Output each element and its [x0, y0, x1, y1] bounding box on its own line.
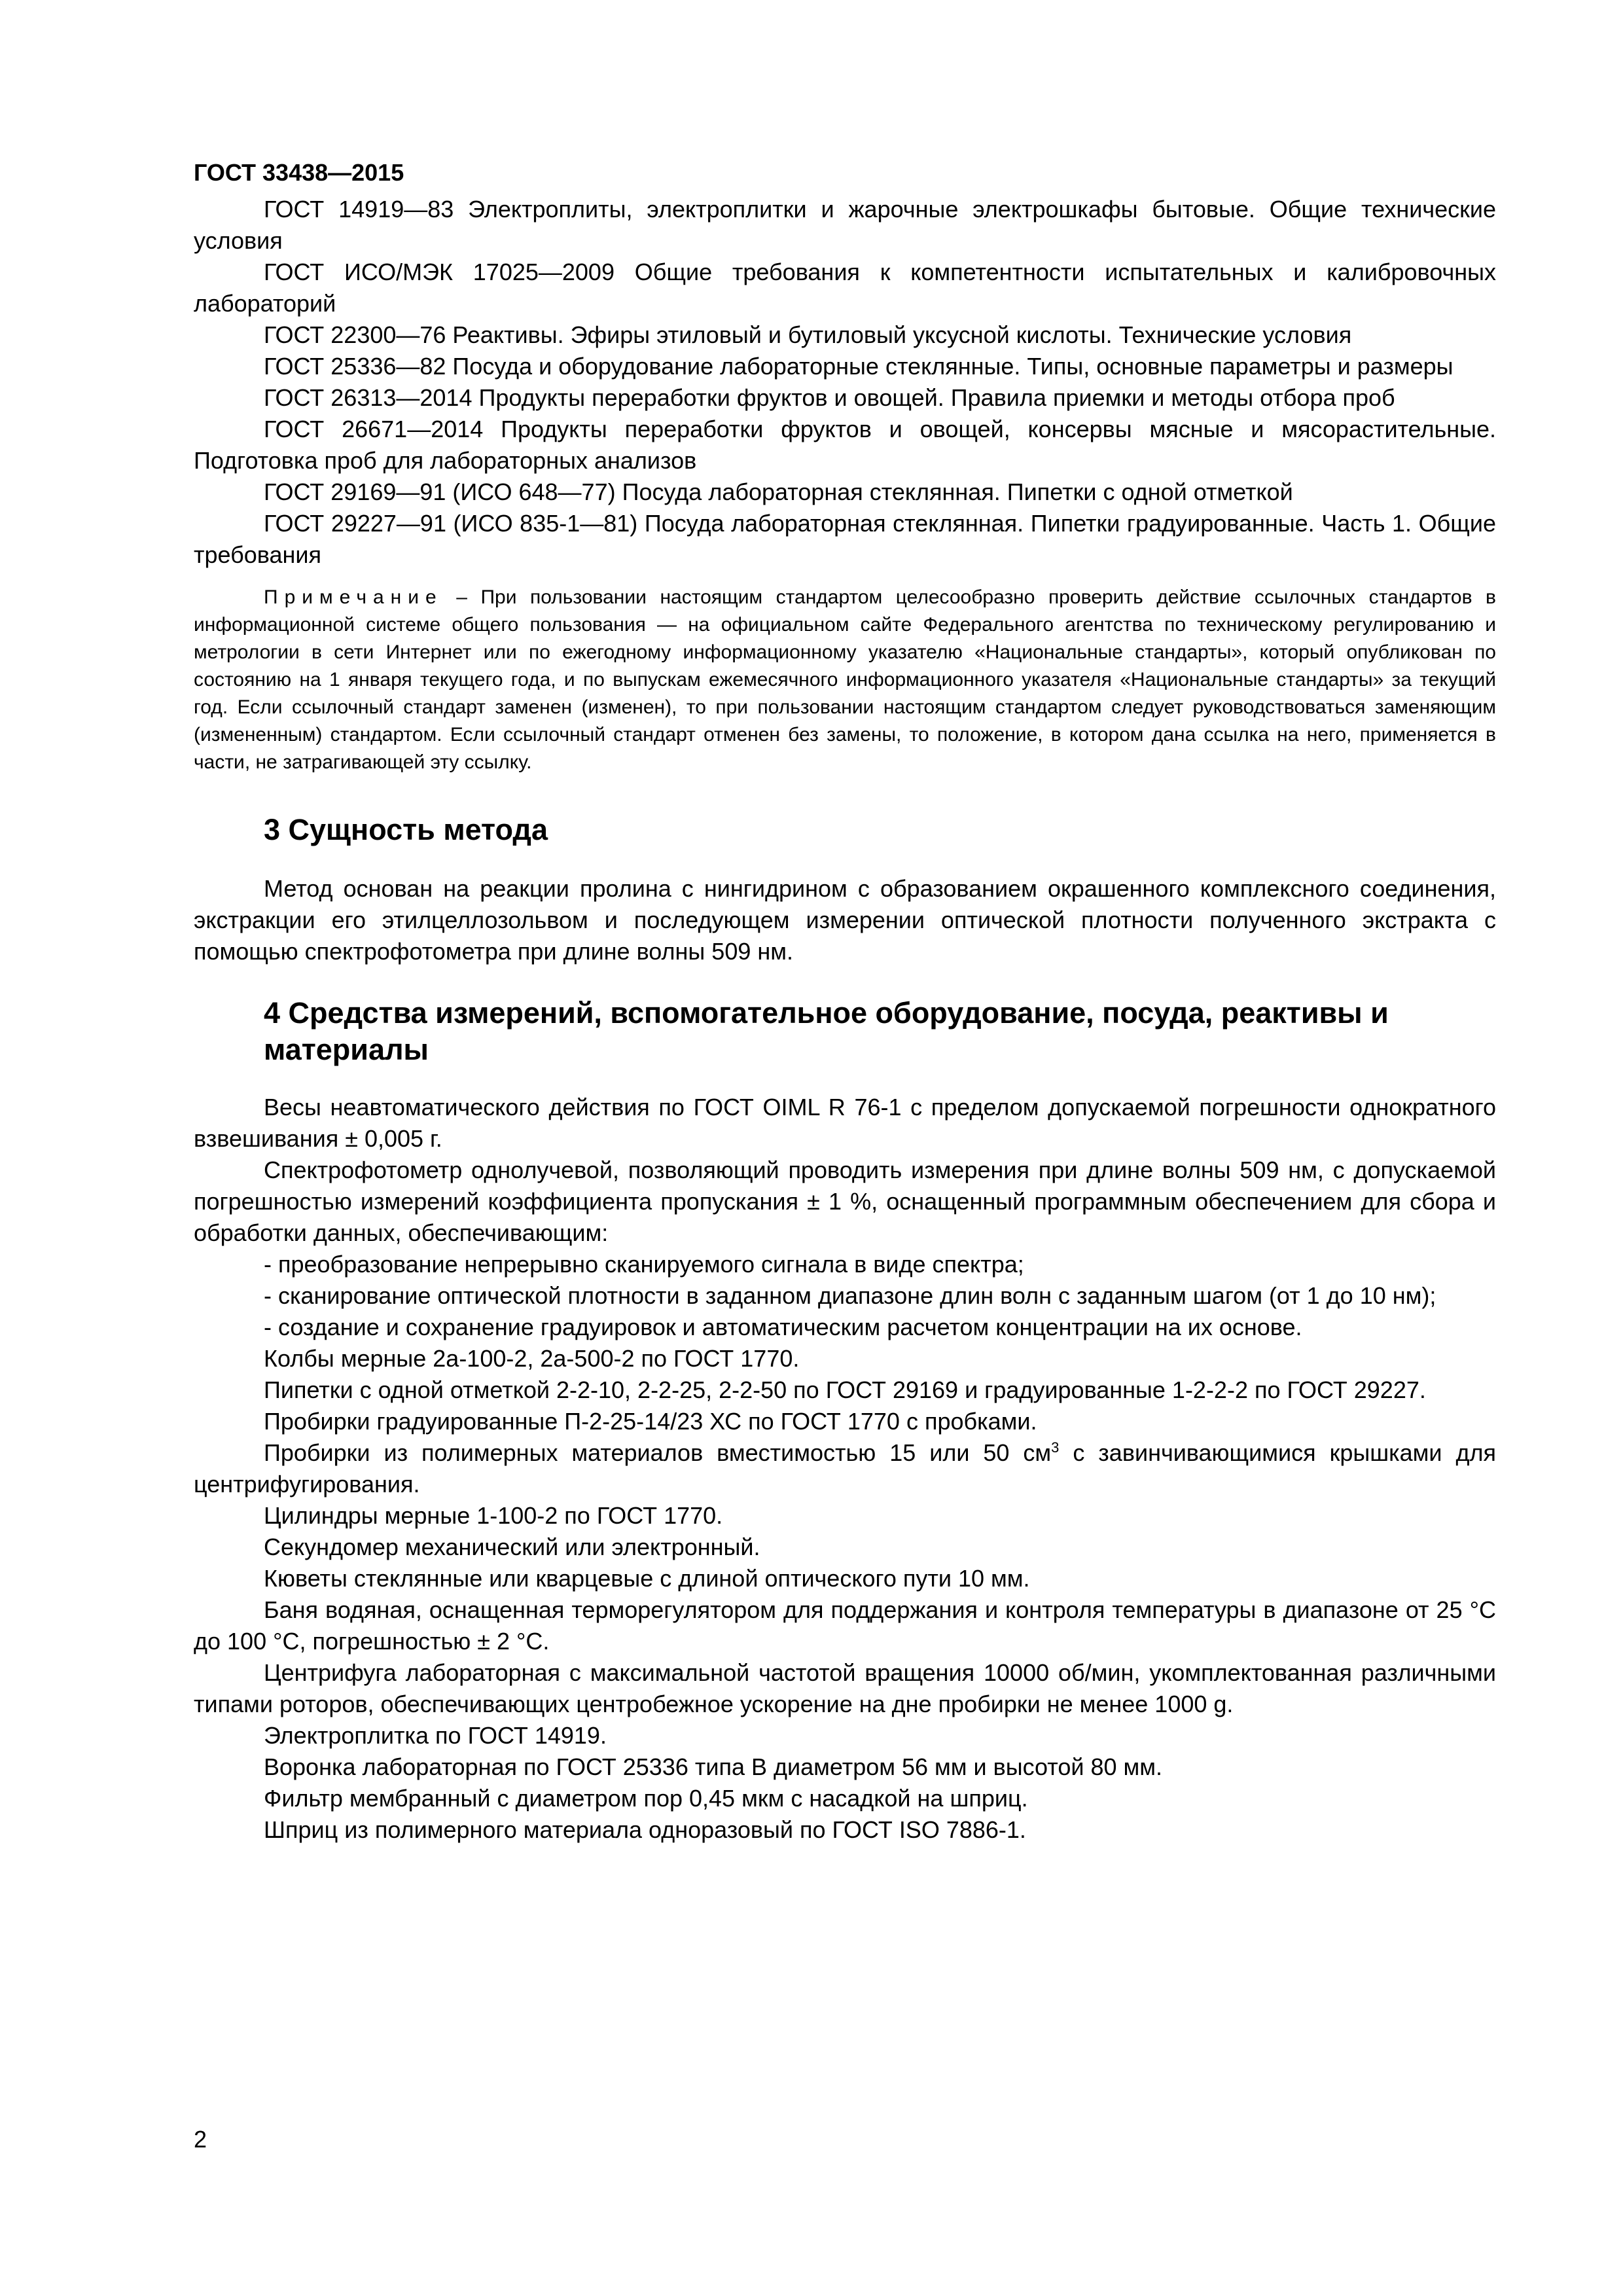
equipment-item: Кюветы стеклянные или кварцевые с длиной оптического пути 10 мм.: [264, 1565, 1030, 1592]
page-number: 2: [194, 2126, 207, 2153]
equipment-item: Секундомер механический или электронный.: [264, 1534, 760, 1560]
equipment-item: Фильтр мембранный с диаметром пор 0,45 мкм с насадкой на шприц.: [264, 1785, 1028, 1812]
equipment-item: Электроплитка по ГОСТ 14919.: [264, 1722, 607, 1749]
equipment-item: Центрифуга лабораторная с максимальной частотой вращения 10000 об/мин, укомплектованная различными типами роторов, обеспечивающих центробежное ускорение на дне пробирки не менее 1000 g.: [194, 1659, 1496, 1717]
equipment-subitem: - создание и сохранение градуировок и автоматическим расчетом концентрации на их основе.: [264, 1314, 1302, 1340]
reference-item: ГОСТ 22300—76 Реактивы. Эфиры этиловый и бутиловый уксусной кислоты. Технические условия: [264, 321, 1352, 348]
normative-references-list: [194, 194, 1496, 571]
equipment-item: Колбы мерные 2а-100-2, 2а-500-2 по ГОСТ 1770.: [264, 1345, 800, 1372]
document-id: ГОСТ 33438—2015: [194, 159, 404, 186]
equipment-item-tubes: [194, 1437, 1496, 1500]
equipment-subitem: - сканирование оптической плотности в заданном диапазоне длин волн с заданным шагом (от 1 до 10 нм);: [264, 1282, 1436, 1309]
equipment-item: Шприц из полимерного материала одноразовый по ГОСТ ISO 7886-1.: [264, 1816, 1026, 1843]
equipment-item: Пробирки градуированные П-2-25-14/23 ХС по ГОСТ 1770 с пробками.: [264, 1408, 1037, 1435]
tubes-text: Пробирки из полимерных материалов вместимостью 15 или 50 см: [264, 1439, 1052, 1466]
note-label: Примечание: [264, 586, 443, 608]
reference-item: ГОСТ ИСО/МЭК 17025—2009 Общие требования к компетентности испытательных и калибровочных лабораторий: [194, 259, 1496, 317]
equipment-item: Пипетки с одной отметкой 2-2-10, 2-2-25, 2-2-50 по ГОСТ 29169 и градуированные 1-2-2-2 по ГОСТ 29227.: [264, 1376, 1426, 1403]
section-3-body: Метод основан на реакции пролина с нингидрином с образованием окрашенного комплексного соединения, экстракции его этилцеллозольвом и последующем измерении оптической плотности полученного экстракта с помощью спектрофотометра при длине волны 509 нм.: [194, 875, 1496, 965]
note-text: – При пользовании настоящим стандартом целесообразно проверить действие ссылочных стандартов в информационной системе общего пользования — на официальном сайте Федерального агентства по техническому регулированию и метрологии в сети Интернет или по ежегодному информационному указателю «Национальные стандарты», который опубликован по состоянию на 1 января текущего года, и по выпускам ежемесячного информационного указателя «Национальные стандарты» за текущий год. Если ссылочный стандарт заменен (изменен), то при пользовании настоящим стандартом следует руководствоваться заменяющим (измененным) стандартом. Если ссылочный стандарт отменен без замены, то положение, в котором дана ссылка на него, применяется в части, не затрагивающей эту ссылку.: [194, 586, 1496, 773]
reference-item: ГОСТ 26313—2014 Продукты переработки фруктов и овощей. Правила приемки и методы отбора проб: [264, 384, 1395, 411]
equipment-item: Баня водяная, оснащенная терморегулятором для поддержания и контроля температуры в диапазоне от 25 °С до 100 °С, погрешностью ± 2 °С.: [194, 1596, 1496, 1655]
equipment-item: Спектрофотометр однолучевой, позволяющий проводить измерения при длине волны 509 нм, с допускаемой погрешностью измерений коэффициента пропускания ± 1 %, оснащенный программным обеспечением для сбора и обработки данных, обеспечивающим:: [194, 1157, 1496, 1246]
reference-item: ГОСТ 29227—91 (ИСО 835-1—81) Посуда лабораторная стеклянная. Пипетки градуированные. Часть 1. Общие требования: [194, 510, 1496, 568]
equipment-item: Цилиндры мерные 1-100-2 по ГОСТ 1770.: [264, 1502, 723, 1529]
reference-item: ГОСТ 14919—83 Электроплиты, электроплитки и жарочные электрошкафы бытовые. Общие технические условия: [194, 196, 1496, 254]
section-4-title: 4 Средства измерений, вспомогательное оборудование, посуда, реактивы и материалы: [264, 996, 1389, 1066]
tubes-text-end: с завинчивающимися крышками для центрифугирования.: [194, 1439, 1496, 1498]
reference-item: ГОСТ 25336—82 Посуда и оборудование лабораторные стеклянные. Типы, основные параметры и размеры: [264, 353, 1454, 380]
reference-item: ГОСТ 29169—91 (ИСО 648—77) Посуда лабораторная стеклянная. Пипетки с одной отметкой: [264, 478, 1293, 505]
equipment-subitem: - преобразование непрерывно сканируемого сигнала в виде спектра;: [264, 1251, 1024, 1278]
equipment-item: Весы неавтоматического действия по ГОСТ OIML R 76-1 с пределом допускаемой погрешности однократного взвешивания ± 0,005 г.: [194, 1094, 1496, 1152]
cubic-superscript: 3: [1051, 1439, 1060, 1456]
reference-item: ГОСТ 26671—2014 Продукты переработки фруктов и овощей, консервы мясные и мясорастительные. Подготовка проб для лабораторных анализов: [194, 416, 1496, 474]
section-3-title: 3 Сущность метода: [264, 813, 548, 846]
document-page: [194, 157, 1496, 1846]
note-paragraph: [194, 584, 1496, 776]
section-4-list: [194, 1092, 1496, 1846]
equipment-item: Воронка лабораторная по ГОСТ 25336 типа В диаметром 56 мм и высотой 80 мм.: [264, 1753, 1163, 1780]
